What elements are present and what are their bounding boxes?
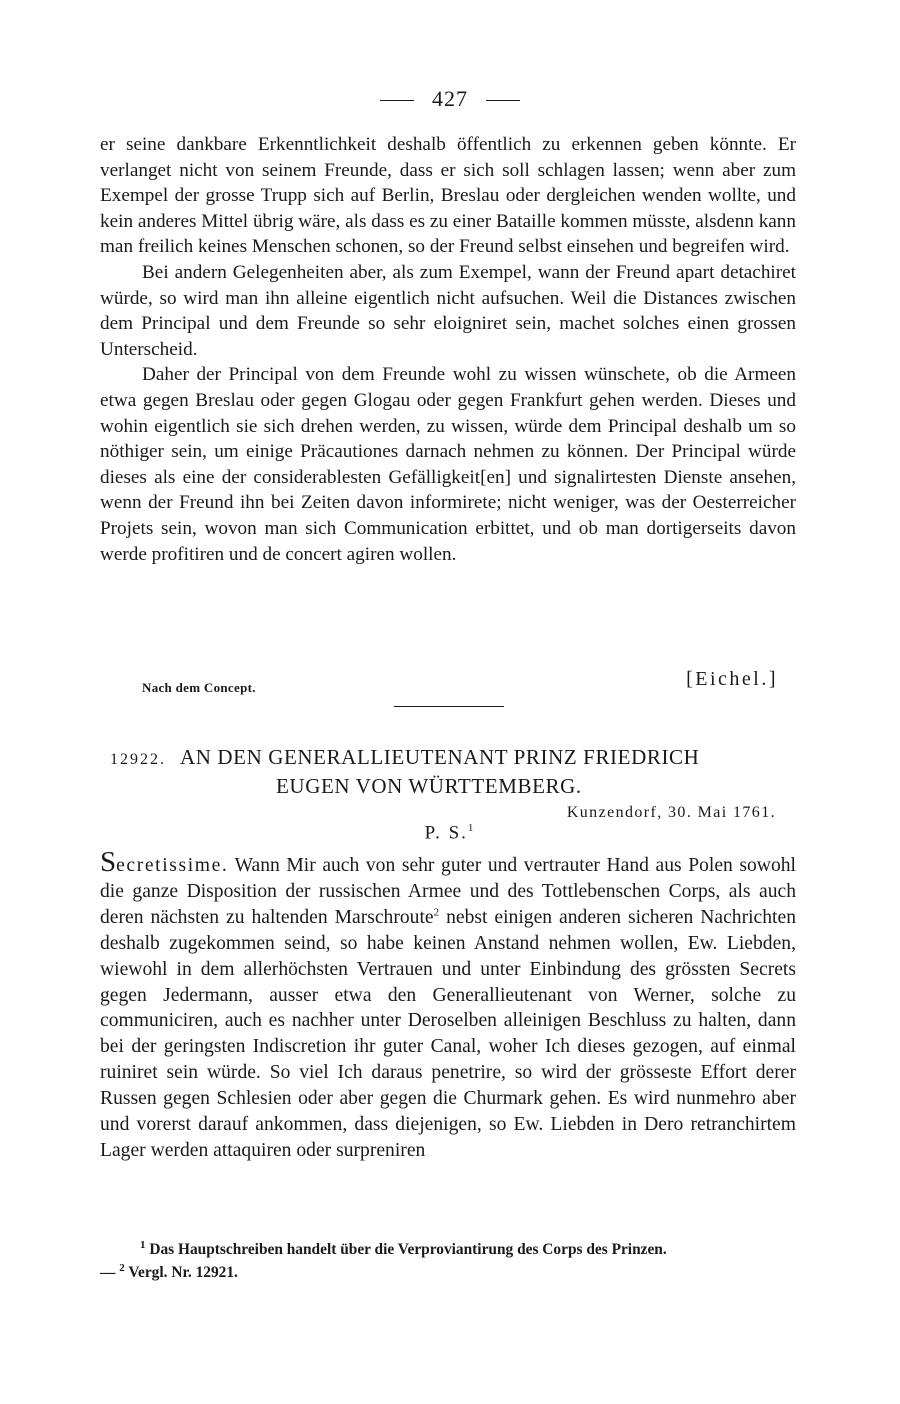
footnote-2 [100,1261,800,1284]
footnote-1-mark: 1 [140,1238,146,1251]
paragraph-1: er seine dankbare Erkenntlichkeit deshalb öffentlich zu erkennen geben könnte. Er verlanget nicht von seinem Freunde, dass er sich soll schlagen lassen; wenn aber zum Exempel der grosse Trupp sich auf Berlin, Breslau oder dergleichen wenden wollte, und kein anderes Mittel übrig wäre, als dass es zu einer Bataille kommen müsste, alsdenn kann man freilich keines Menschen schonen, so der Freund selbst einsehen und begreifen wird. [100,134,796,258]
letter-paragraph [100,846,796,1164]
footnote-2-prefix: — [100,1264,120,1281]
page-number-dash-right [486,100,520,101]
section-divider [394,706,504,707]
letter-number: 12922. [110,751,166,768]
postscript-label-row [0,822,900,844]
footnote-2-text: Vergl. Nr. 12921. [124,1264,238,1281]
page-number-row [0,86,900,112]
dateline: Kunzendorf, 30. Mai 1761. [566,804,776,821]
footnote-mark-2: 2 [433,906,440,919]
paragraph-3: Daher der Principal von dem Freunde wohl zu wissen wünschete, ob die Armeen etwa gegen Breslau oder gegen Glogau oder gegen Frankfurt gehen werden. Dieses und wohin eigentlich sie sich drehen werden, zu wissen, würde dem Principal deshalb um so nöthiger sein, um einige Präcautiones darnach nehmen zu können. Der Principal würde dieses als eine der considerablesten Gefälligkeit[en] und signalirtesten Dienste ansehen, wenn der Freund ihn bei Zeiten davon informirete; nicht weniger, was der Oesterreicher Projets sein, wovon man sich Communication erbittet, und ob man dortigerseits davon werde profitiren und de concert agiren wollen. [100,364,796,565]
opening-word: ecretissime. [116,855,229,876]
postscript-footnote-mark: 1 [467,822,476,834]
letter-text-part-2: nebst einigen anderen sicheren Nachrichten deshalb zugekommen seind, so habe keinen Anstand nehmen wollen, Ew. Liebden, wiewohl in dem allerhöchsten Vertrauen und unter Einbindung des grössten Secrets gegen Jedermann, ausser etwa den Generallieutenant von Werner, solche zu communiciren, auch es nachher unter Deroselben alleinigen Beschluss zu halten, dann bei der geringsten Indiscretion ihr guter Canal, woher Ich dieses gezogen, auf einmal ruiniret sein würde. So viel Ich daraus penetrire, so wird der grösseste Effort derer Russen gegen Schlesien oder aber gegen die Churmark gehen. Es wird nunmehro aber und vorerst darauf ankommen, dass diejenigen, so Ew. Liebden in Dero retranchirtem Lager werden attaquiren oder surpreniren [100,906,796,1161]
footnote-1 [100,1238,800,1261]
heading-line-1: AN DEN GENERALLIEUTENANT PRINZ FRIEDRICH [180,745,700,769]
footnote-2-mark: 2 [119,1261,125,1274]
letter-continuation [100,132,796,567]
letter-text-part-1: Wann Mir auch von sehr guter und vertrauter Hand aus Polen sowohl die ganze Disposition der russischen Armee und des Tottlebenschen Corps, als auch deren nächsten zu haltenden Marschroute [100,855,796,928]
signature: [Eichel.] [686,668,778,690]
source-note: Nach dem Concept. [142,680,256,695]
paragraph-2: Bei andern Gelegenheiten aber, als zum Exempel, wann der Freund apart detachiret würde, so wird man ihn alleine eigentlich nicht aufsuchen. Weil die Distances zwischen dem Principal und dem Freunde so sehr eloigniret sein, machet solches einen grossen Unterscheid. [100,261,796,360]
footnotes [100,1238,800,1284]
page-number-dash-left [380,100,414,101]
source-signature-row [142,668,778,698]
heading-line-2: EUGEN VON WÜRTTEMBERG. [276,774,582,798]
postscript-label: P. S. [424,822,468,844]
drop-cap: S [100,846,117,878]
footnote-1-text: Das Hauptschreiben handelt über die Verproviantirung des Corps des Prinzen. [145,1241,667,1258]
letter-body [100,846,796,1164]
letter-heading [110,744,800,799]
page-number: 427 [432,86,468,111]
